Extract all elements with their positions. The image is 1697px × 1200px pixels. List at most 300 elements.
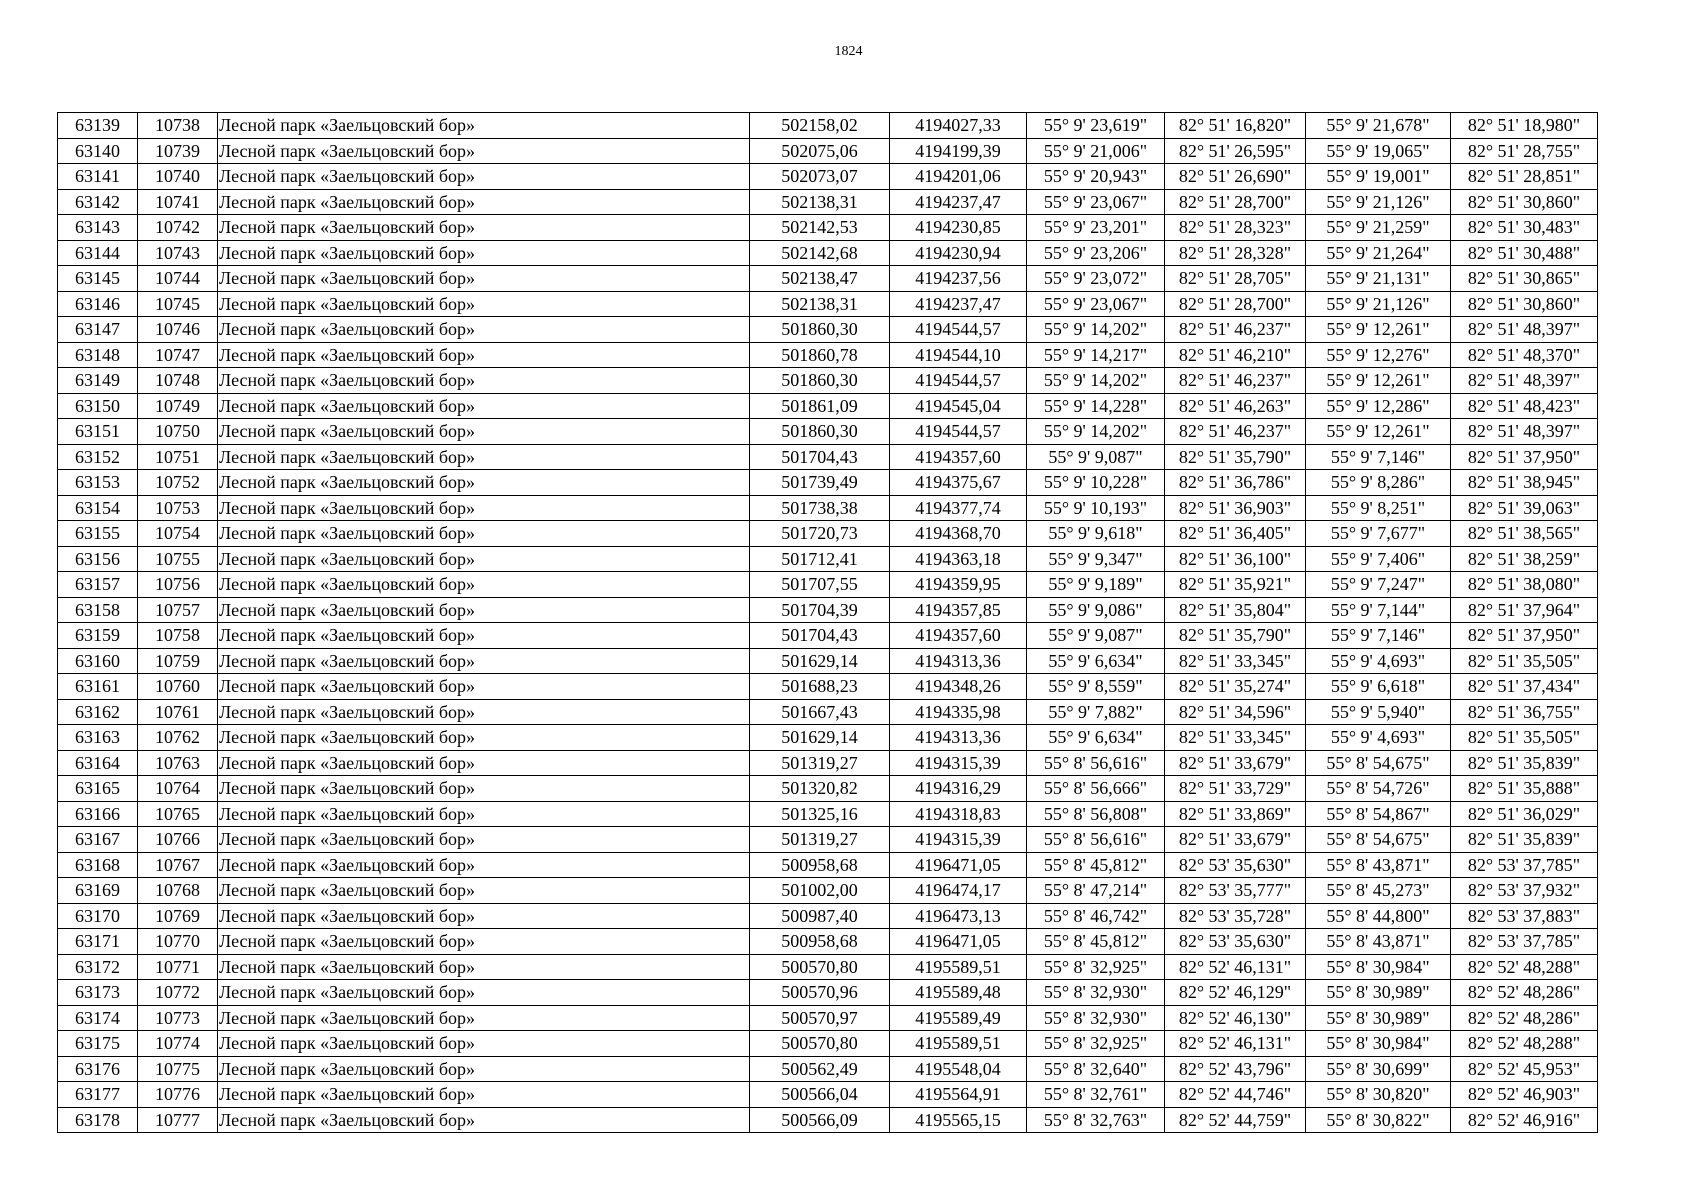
latitude-2-cell: 55° 9' 7,144" [1306,597,1451,623]
longitude-2-cell: 82° 51' 37,950" [1451,623,1598,649]
y-coordinate-cell: 4194368,70 [890,521,1027,547]
longitude-1-cell: 82° 51' 46,210" [1165,342,1306,368]
latitude-2-cell: 55° 9' 12,261" [1306,368,1451,394]
longitude-1-cell: 82° 52' 46,131" [1165,954,1306,980]
row-number-cell: 63178 [58,1107,138,1133]
y-coordinate-cell: 4194544,57 [890,419,1027,445]
latitude-2-cell: 55° 8' 45,273" [1306,878,1451,904]
row-number-cell: 63159 [58,623,138,649]
y-coordinate-cell: 4195589,51 [890,954,1027,980]
point-number-cell: 10751 [138,444,218,470]
y-coordinate-cell: 4195589,51 [890,1031,1027,1057]
object-name-cell: Лесной парк «Заельцовский бор» [218,113,750,139]
latitude-1-cell: 55° 8' 56,616" [1027,827,1165,853]
x-coordinate-cell: 501320,82 [750,776,890,802]
longitude-2-cell: 82° 51' 35,505" [1451,648,1598,674]
point-number-cell: 10765 [138,801,218,827]
longitude-1-cell: 82° 52' 43,796" [1165,1056,1306,1082]
longitude-1-cell: 82° 51' 16,820" [1165,113,1306,139]
row-number-cell: 63157 [58,572,138,598]
latitude-1-cell: 55° 9' 14,217" [1027,342,1165,368]
point-number-cell: 10738 [138,113,218,139]
latitude-2-cell: 55° 9' 8,286" [1306,470,1451,496]
latitude-2-cell: 55° 9' 12,286" [1306,393,1451,419]
object-name-cell: Лесной парк «Заельцовский бор» [218,266,750,292]
longitude-1-cell: 82° 51' 28,705" [1165,266,1306,292]
row-number-cell: 63149 [58,368,138,394]
object-name-cell: Лесной парк «Заельцовский бор» [218,546,750,572]
latitude-2-cell: 55° 8' 30,989" [1306,980,1451,1006]
latitude-1-cell: 55° 9' 9,618" [1027,521,1165,547]
table-row [58,674,1598,700]
row-number-cell: 63153 [58,470,138,496]
longitude-1-cell: 82° 51' 35,790" [1165,623,1306,649]
y-coordinate-cell: 4194359,95 [890,572,1027,598]
x-coordinate-cell: 500570,80 [750,954,890,980]
longitude-2-cell: 82° 51' 48,397" [1451,368,1598,394]
point-number-cell: 10770 [138,929,218,955]
point-number-cell: 10774 [138,1031,218,1057]
latitude-2-cell: 55° 8' 43,871" [1306,929,1451,955]
table-row [58,1107,1598,1133]
table-row [58,342,1598,368]
row-number-cell: 63175 [58,1031,138,1057]
longitude-2-cell: 82° 51' 18,980" [1451,113,1598,139]
latitude-1-cell: 55° 8' 46,742" [1027,903,1165,929]
latitude-2-cell: 55° 9' 7,247" [1306,572,1451,598]
x-coordinate-cell: 501739,49 [750,470,890,496]
longitude-1-cell: 82° 51' 34,596" [1165,699,1306,725]
object-name-cell: Лесной парк «Заельцовский бор» [218,954,750,980]
y-coordinate-cell: 4194199,39 [890,138,1027,164]
object-name-cell: Лесной парк «Заельцовский бор» [218,521,750,547]
longitude-1-cell: 82° 51' 28,323" [1165,215,1306,241]
longitude-2-cell: 82° 51' 38,080" [1451,572,1598,598]
point-number-cell: 10748 [138,368,218,394]
y-coordinate-cell: 4194357,60 [890,623,1027,649]
latitude-2-cell: 55° 8' 43,871" [1306,852,1451,878]
latitude-2-cell: 55° 9' 12,261" [1306,317,1451,343]
object-name-cell: Лесной парк «Заельцовский бор» [218,878,750,904]
x-coordinate-cell: 501712,41 [750,546,890,572]
longitude-2-cell: 82° 52' 48,286" [1451,1005,1598,1031]
y-coordinate-cell: 4196471,05 [890,852,1027,878]
latitude-1-cell: 55° 9' 10,228" [1027,470,1165,496]
longitude-1-cell: 82° 52' 46,129" [1165,980,1306,1006]
longitude-1-cell: 82° 51' 36,100" [1165,546,1306,572]
longitude-2-cell: 82° 52' 45,953" [1451,1056,1598,1082]
latitude-2-cell: 55° 9' 12,261" [1306,419,1451,445]
longitude-1-cell: 82° 51' 26,595" [1165,138,1306,164]
y-coordinate-cell: 4194315,39 [890,750,1027,776]
object-name-cell: Лесной парк «Заельцовский бор» [218,623,750,649]
latitude-2-cell: 55° 9' 19,065" [1306,138,1451,164]
object-name-cell: Лесной парк «Заельцовский бор» [218,138,750,164]
longitude-2-cell: 82° 52' 46,903" [1451,1082,1598,1108]
point-number-cell: 10758 [138,623,218,649]
longitude-2-cell: 82° 51' 48,423" [1451,393,1598,419]
longitude-2-cell: 82° 51' 38,945" [1451,470,1598,496]
y-coordinate-cell: 4194375,67 [890,470,1027,496]
latitude-1-cell: 55° 9' 9,086" [1027,597,1165,623]
row-number-cell: 63171 [58,929,138,955]
y-coordinate-cell: 4196471,05 [890,929,1027,955]
latitude-1-cell: 55° 9' 14,202" [1027,317,1165,343]
x-coordinate-cell: 501319,27 [750,827,890,853]
point-number-cell: 10762 [138,725,218,751]
table-row [58,291,1598,317]
latitude-1-cell: 55° 9' 23,072" [1027,266,1165,292]
table-row [58,597,1598,623]
table-row [58,215,1598,241]
latitude-1-cell: 55° 8' 45,812" [1027,929,1165,955]
y-coordinate-cell: 4194230,85 [890,215,1027,241]
latitude-1-cell: 55° 8' 56,616" [1027,750,1165,776]
object-name-cell: Лесной парк «Заельцовский бор» [218,164,750,190]
longitude-2-cell: 82° 51' 36,029" [1451,801,1598,827]
latitude-2-cell: 55° 8' 30,984" [1306,1031,1451,1057]
latitude-2-cell: 55° 8' 30,820" [1306,1082,1451,1108]
x-coordinate-cell: 500958,68 [750,929,890,955]
longitude-2-cell: 82° 51' 36,755" [1451,699,1598,725]
latitude-1-cell: 55° 8' 47,214" [1027,878,1165,904]
object-name-cell: Лесной парк «Заельцовский бор» [218,470,750,496]
x-coordinate-cell: 500570,96 [750,980,890,1006]
point-number-cell: 10742 [138,215,218,241]
longitude-1-cell: 82° 52' 46,130" [1165,1005,1306,1031]
row-number-cell: 63164 [58,750,138,776]
latitude-2-cell: 55° 9' 21,131" [1306,266,1451,292]
object-name-cell: Лесной парк «Заельцовский бор» [218,572,750,598]
y-coordinate-cell: 4194335,98 [890,699,1027,725]
latitude-2-cell: 55° 9' 4,693" [1306,725,1451,751]
table-row [58,189,1598,215]
x-coordinate-cell: 501720,73 [750,521,890,547]
row-number-cell: 63162 [58,699,138,725]
longitude-1-cell: 82° 51' 33,345" [1165,648,1306,674]
y-coordinate-cell: 4195564,91 [890,1082,1027,1108]
point-number-cell: 10740 [138,164,218,190]
object-name-cell: Лесной парк «Заельцовский бор» [218,648,750,674]
table-row [58,929,1598,955]
point-number-cell: 10767 [138,852,218,878]
table-row [58,852,1598,878]
table-row [58,903,1598,929]
x-coordinate-cell: 500958,68 [750,852,890,878]
row-number-cell: 63152 [58,444,138,470]
y-coordinate-cell: 4194237,47 [890,189,1027,215]
longitude-1-cell: 82° 52' 44,759" [1165,1107,1306,1133]
object-name-cell: Лесной парк «Заельцовский бор» [218,1107,750,1133]
longitude-2-cell: 82° 51' 37,950" [1451,444,1598,470]
object-name-cell: Лесной парк «Заельцовский бор» [218,317,750,343]
y-coordinate-cell: 4194316,29 [890,776,1027,802]
point-number-cell: 10757 [138,597,218,623]
object-name-cell: Лесной парк «Заельцовский бор» [218,1031,750,1057]
x-coordinate-cell: 501861,09 [750,393,890,419]
y-coordinate-cell: 4196473,13 [890,903,1027,929]
row-number-cell: 63151 [58,419,138,445]
x-coordinate-cell: 502142,53 [750,215,890,241]
y-coordinate-cell: 4195565,15 [890,1107,1027,1133]
object-name-cell: Лесной парк «Заельцовский бор» [218,291,750,317]
x-coordinate-cell: 501860,30 [750,419,890,445]
point-number-cell: 10749 [138,393,218,419]
longitude-1-cell: 82° 51' 33,869" [1165,801,1306,827]
point-number-cell: 10747 [138,342,218,368]
point-number-cell: 10776 [138,1082,218,1108]
longitude-1-cell: 82° 51' 35,804" [1165,597,1306,623]
longitude-1-cell: 82° 51' 36,405" [1165,521,1306,547]
latitude-2-cell: 55° 9' 6,618" [1306,674,1451,700]
longitude-2-cell: 82° 51' 30,488" [1451,240,1598,266]
object-name-cell: Лесной парк «Заельцовский бор» [218,342,750,368]
table-row [58,776,1598,802]
latitude-2-cell: 55° 8' 54,726" [1306,776,1451,802]
x-coordinate-cell: 501738,38 [750,495,890,521]
x-coordinate-cell: 500987,40 [750,903,890,929]
point-number-cell: 10746 [138,317,218,343]
longitude-1-cell: 82° 51' 46,237" [1165,419,1306,445]
latitude-1-cell: 55° 9' 8,559" [1027,674,1165,700]
longitude-1-cell: 82° 52' 46,131" [1165,1031,1306,1057]
point-number-cell: 10760 [138,674,218,700]
x-coordinate-cell: 501325,16 [750,801,890,827]
longitude-2-cell: 82° 51' 37,964" [1451,597,1598,623]
row-number-cell: 63145 [58,266,138,292]
object-name-cell: Лесной парк «Заельцовский бор» [218,1056,750,1082]
row-number-cell: 63146 [58,291,138,317]
longitude-1-cell: 82° 51' 33,679" [1165,827,1306,853]
longitude-2-cell: 82° 51' 30,860" [1451,291,1598,317]
point-number-cell: 10744 [138,266,218,292]
longitude-1-cell: 82° 53' 35,728" [1165,903,1306,929]
latitude-1-cell: 55° 9' 6,634" [1027,648,1165,674]
object-name-cell: Лесной парк «Заельцовский бор» [218,444,750,470]
longitude-1-cell: 82° 51' 33,345" [1165,725,1306,751]
row-number-cell: 63147 [58,317,138,343]
latitude-2-cell: 55° 9' 7,146" [1306,444,1451,470]
object-name-cell: Лесной парк «Заельцовский бор» [218,852,750,878]
latitude-1-cell: 55° 8' 32,930" [1027,980,1165,1006]
longitude-2-cell: 82° 53' 37,785" [1451,929,1598,955]
latitude-1-cell: 55° 9' 6,634" [1027,725,1165,751]
latitude-2-cell: 55° 9' 5,940" [1306,699,1451,725]
row-number-cell: 63142 [58,189,138,215]
longitude-2-cell: 82° 51' 35,505" [1451,725,1598,751]
row-number-cell: 63160 [58,648,138,674]
x-coordinate-cell: 501860,30 [750,317,890,343]
y-coordinate-cell: 4194544,57 [890,368,1027,394]
row-number-cell: 63174 [58,1005,138,1031]
longitude-1-cell: 82° 51' 46,237" [1165,368,1306,394]
longitude-2-cell: 82° 51' 38,259" [1451,546,1598,572]
latitude-2-cell: 55° 9' 4,693" [1306,648,1451,674]
longitude-1-cell: 82° 51' 36,903" [1165,495,1306,521]
point-number-cell: 10777 [138,1107,218,1133]
table-row [58,699,1598,725]
latitude-1-cell: 55° 9' 7,882" [1027,699,1165,725]
x-coordinate-cell: 502138,31 [750,189,890,215]
point-number-cell: 10769 [138,903,218,929]
y-coordinate-cell: 4194357,85 [890,597,1027,623]
row-number-cell: 63150 [58,393,138,419]
latitude-2-cell: 55° 9' 7,677" [1306,521,1451,547]
longitude-2-cell: 82° 51' 28,755" [1451,138,1598,164]
table-row [58,1082,1598,1108]
latitude-1-cell: 55° 9' 14,202" [1027,419,1165,445]
latitude-1-cell: 55° 9' 9,087" [1027,444,1165,470]
longitude-1-cell: 82° 51' 36,786" [1165,470,1306,496]
row-number-cell: 63176 [58,1056,138,1082]
point-number-cell: 10750 [138,419,218,445]
latitude-1-cell: 55° 9' 9,189" [1027,572,1165,598]
row-number-cell: 63144 [58,240,138,266]
longitude-1-cell: 82° 51' 26,690" [1165,164,1306,190]
object-name-cell: Лесной парк «Заельцовский бор» [218,674,750,700]
table-row [58,1056,1598,1082]
point-number-cell: 10753 [138,495,218,521]
x-coordinate-cell: 500570,80 [750,1031,890,1057]
longitude-1-cell: 82° 53' 35,630" [1165,852,1306,878]
latitude-2-cell: 55° 8' 54,867" [1306,801,1451,827]
table-row [58,750,1598,776]
longitude-1-cell: 82° 51' 33,729" [1165,776,1306,802]
object-name-cell: Лесной парк «Заельцовский бор» [218,393,750,419]
longitude-1-cell: 82° 51' 35,921" [1165,572,1306,598]
longitude-1-cell: 82° 51' 28,700" [1165,291,1306,317]
page-number: 1824 [834,44,863,59]
object-name-cell: Лесной парк «Заельцовский бор» [218,1082,750,1108]
y-coordinate-cell: 4194313,36 [890,725,1027,751]
latitude-2-cell: 55° 8' 30,984" [1306,954,1451,980]
row-number-cell: 63141 [58,164,138,190]
longitude-2-cell: 82° 51' 35,839" [1451,750,1598,776]
x-coordinate-cell: 501667,43 [750,699,890,725]
x-coordinate-cell: 501002,00 [750,878,890,904]
longitude-1-cell: 82° 51' 46,263" [1165,393,1306,419]
longitude-2-cell: 82° 53' 37,932" [1451,878,1598,904]
object-name-cell: Лесной парк «Заельцовский бор» [218,1005,750,1031]
table-row [58,317,1598,343]
row-number-cell: 63148 [58,342,138,368]
longitude-1-cell: 82° 51' 28,700" [1165,189,1306,215]
y-coordinate-cell: 4194237,47 [890,291,1027,317]
latitude-2-cell: 55° 8' 44,800" [1306,903,1451,929]
object-name-cell: Лесной парк «Заельцовский бор» [218,750,750,776]
latitude-1-cell: 55° 9' 10,193" [1027,495,1165,521]
table-row [58,648,1598,674]
latitude-1-cell: 55° 9' 23,067" [1027,189,1165,215]
longitude-2-cell: 82° 51' 48,370" [1451,342,1598,368]
longitude-2-cell: 82° 51' 35,888" [1451,776,1598,802]
x-coordinate-cell: 502075,06 [750,138,890,164]
row-number-cell: 63158 [58,597,138,623]
latitude-1-cell: 55° 8' 32,763" [1027,1107,1165,1133]
row-number-cell: 63139 [58,113,138,139]
table-row [58,623,1598,649]
x-coordinate-cell: 500570,97 [750,1005,890,1031]
x-coordinate-cell: 502142,68 [750,240,890,266]
object-name-cell: Лесной парк «Заельцовский бор» [218,776,750,802]
x-coordinate-cell: 500566,09 [750,1107,890,1133]
table-row [58,878,1598,904]
table-row [58,521,1598,547]
table-row [58,546,1598,572]
longitude-2-cell: 82° 52' 48,288" [1451,954,1598,980]
longitude-2-cell: 82° 52' 48,286" [1451,980,1598,1006]
x-coordinate-cell: 501629,14 [750,725,890,751]
x-coordinate-cell: 501704,43 [750,623,890,649]
object-name-cell: Лесной парк «Заельцовский бор» [218,597,750,623]
longitude-1-cell: 82° 52' 44,746" [1165,1082,1306,1108]
latitude-2-cell: 55° 9' 21,678" [1306,113,1451,139]
table-row [58,1005,1598,1031]
point-number-cell: 10756 [138,572,218,598]
longitude-2-cell: 82° 51' 48,397" [1451,419,1598,445]
x-coordinate-cell: 502158,02 [750,113,890,139]
x-coordinate-cell: 502138,47 [750,266,890,292]
point-number-cell: 10768 [138,878,218,904]
latitude-1-cell: 55° 8' 45,812" [1027,852,1165,878]
latitude-2-cell: 55° 9' 8,251" [1306,495,1451,521]
y-coordinate-cell: 4194357,60 [890,444,1027,470]
x-coordinate-cell: 502138,31 [750,291,890,317]
longitude-1-cell: 82° 51' 28,328" [1165,240,1306,266]
table-row [58,138,1598,164]
latitude-1-cell: 55° 8' 32,925" [1027,1031,1165,1057]
table-row [58,495,1598,521]
row-number-cell: 63156 [58,546,138,572]
object-name-cell: Лесной парк «Заельцовский бор» [218,368,750,394]
longitude-2-cell: 82° 53' 37,883" [1451,903,1598,929]
table-row [58,801,1598,827]
row-number-cell: 63173 [58,980,138,1006]
coordinates-table [57,112,1598,1133]
row-number-cell: 63170 [58,903,138,929]
table-row [58,240,1598,266]
latitude-1-cell: 55° 9' 9,347" [1027,546,1165,572]
object-name-cell: Лесной парк «Заельцовский бор» [218,189,750,215]
point-number-cell: 10766 [138,827,218,853]
x-coordinate-cell: 501707,55 [750,572,890,598]
latitude-2-cell: 55° 8' 30,989" [1306,1005,1451,1031]
latitude-1-cell: 55° 9' 14,202" [1027,368,1165,394]
row-number-cell: 63168 [58,852,138,878]
y-coordinate-cell: 4195589,49 [890,1005,1027,1031]
table-row [58,725,1598,751]
longitude-2-cell: 82° 52' 48,288" [1451,1031,1598,1057]
table-row [58,572,1598,598]
row-number-cell: 63177 [58,1082,138,1108]
point-number-cell: 10773 [138,1005,218,1031]
longitude-2-cell: 82° 51' 30,483" [1451,215,1598,241]
latitude-2-cell: 55° 9' 7,406" [1306,546,1451,572]
longitude-1-cell: 82° 51' 35,274" [1165,674,1306,700]
row-number-cell: 63167 [58,827,138,853]
y-coordinate-cell: 4194545,04 [890,393,1027,419]
point-number-cell: 10772 [138,980,218,1006]
y-coordinate-cell: 4194348,26 [890,674,1027,700]
y-coordinate-cell: 4194315,39 [890,827,1027,853]
y-coordinate-cell: 4196474,17 [890,878,1027,904]
table-row [58,419,1598,445]
x-coordinate-cell: 501860,30 [750,368,890,394]
y-coordinate-cell: 4194201,06 [890,164,1027,190]
table-row [58,470,1598,496]
point-number-cell: 10763 [138,750,218,776]
y-coordinate-cell: 4195548,04 [890,1056,1027,1082]
